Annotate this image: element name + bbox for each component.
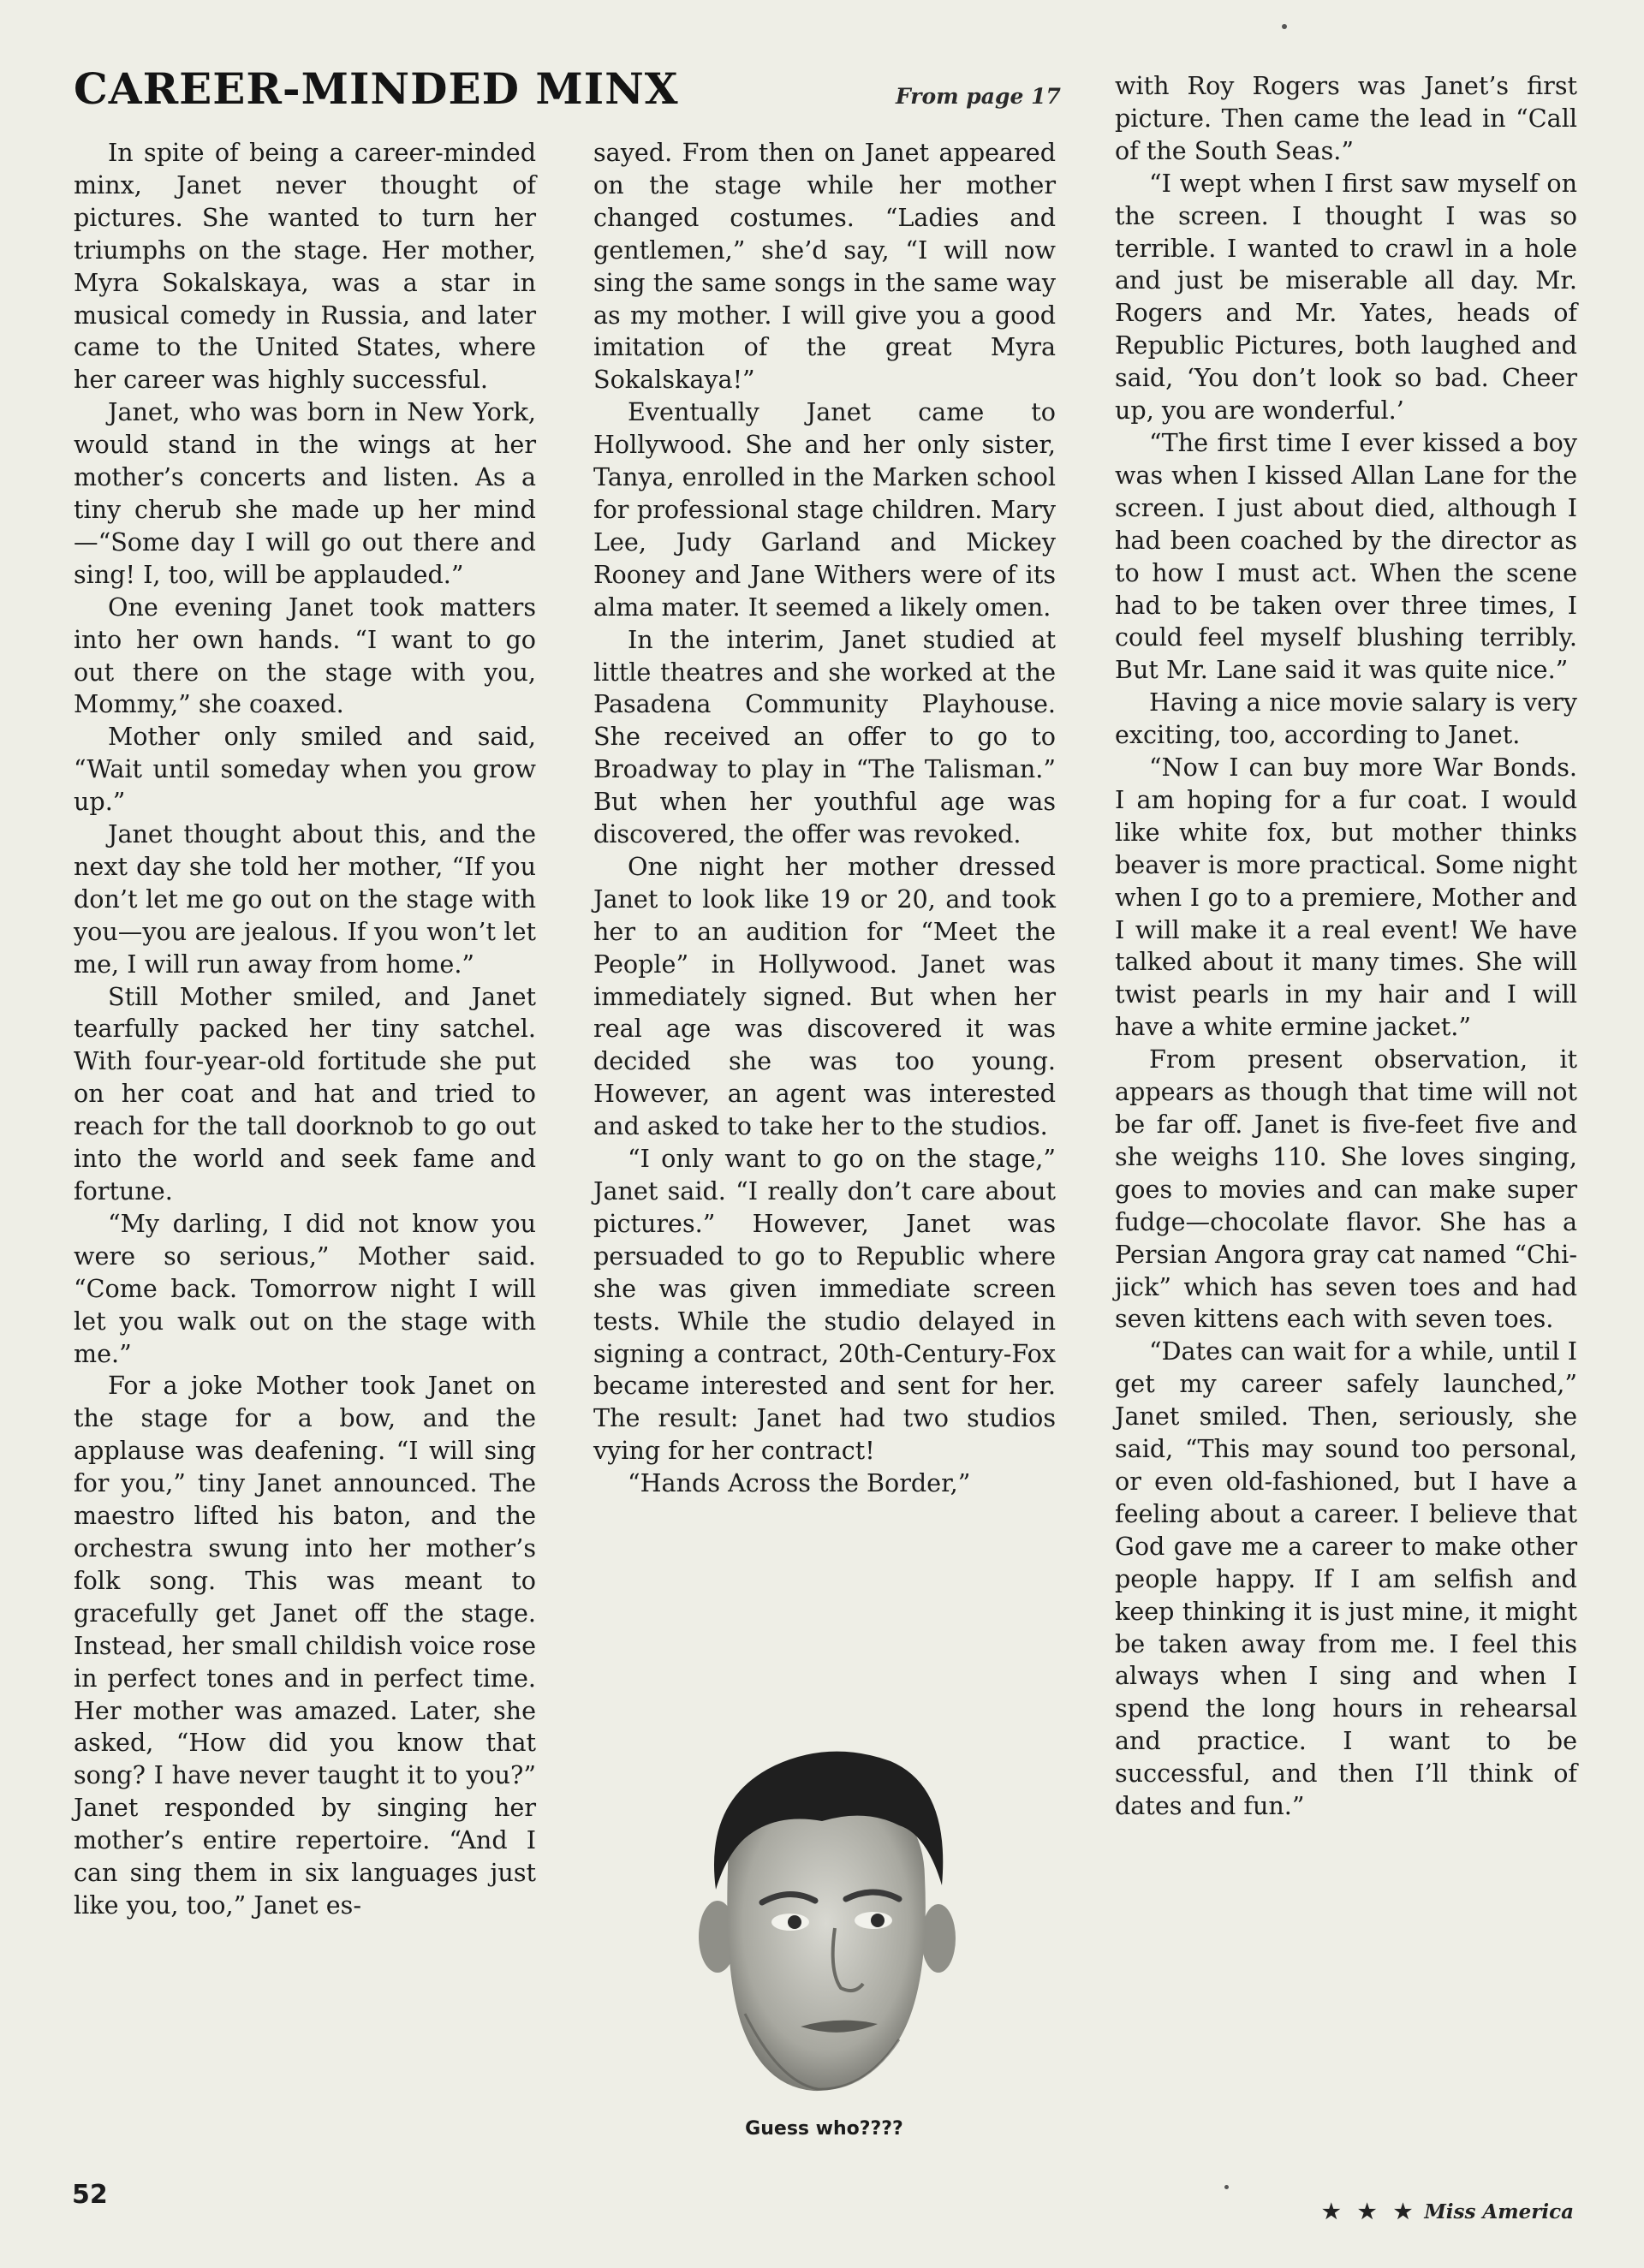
article-paragraph: with Roy Rogers was Janet’s first picture. Then came the lead in “Call of the South Seas.” [1115,71,1577,165]
magazine-footer [1322,2199,1574,2223]
star-icon-group: ★ ★ ★ [1322,2199,1418,2223]
print-speck [1282,24,1287,29]
article-paragraph: “Hands Across the Border,” [628,1468,971,1498]
right-ear [921,1904,956,1973]
article-paragraph: “The first time I ever kissed a boy was when I kissed Allan Lane for the screen. I just about died, although I had been coached by the director as to how I must act. When the scene had to be taken over three times, I could feel myself blushing terribly. But Mr. Lane said it was quite nice.” [1115,427,1577,685]
article-paragraph: “Dates can wait for a while, until I get my career safely launched,” Janet smiled. Then, seriously, she said, “This may sound too personal, or even old-fashioned, but I have a feeling about a career. I believe that God gave me a career to make other people happy. If I am selfish and keep thinking it is just mine, it might be taken away from me. I feel this always when I sing and when I spend the long hours in rehearsal and practice. I want to be successful, and then I’ll think of dates and fun.” [1115,1336,1577,1821]
portrait-photo [694,1740,959,2099]
article-paragraph: One night her mother dressed Janet to look like 19 or 20, and took her to an audition for “Meet the People” in Hollywood. Janet was immediately signed. But when her real age was discovered it was decided she was too young. However, an agent was interested and asked to take her to the studios. [593,851,1056,1141]
article-paragraph: “Now I can buy more War Bonds. I am hoping for a fur coat. I would like white fox, but mother thinks beaver is more practical. Some night when I go to a premiere, Mother and I will make it a real event! We have talked about it many times. She will twist pearls in my hair and I will have a white ermine jacket.” [1115,753,1577,1042]
article-paragraph: “My darling, I did not know you were so serious,” Mother said. “Come back. Tomorrow night I will let you walk out on the stage with me.” [74,1208,536,1368]
article-paragraph: “I wept when I first saw myself on the screen. I thought I was so terrible. I wanted to crawl in a hole and just be miserable all day. Mr. Rogers and Mr. Yates, heads of Republic Pictures, both laughed and said, ‘You don’t look so bad. Cheer up, you are wonderful.’ [1115,168,1577,426]
continued-from-label: From page 17 [896,84,1061,109]
article-paragraph: Mother only smiled and said, “Wait until someday when you grow up.” [74,722,536,817]
article-paragraph: One evening Janet took matters into her own hands. “I want to go out there on the stage with you, Mommy,” she coaxed. [74,592,536,719]
article-paragraph: Having a nice movie salary is very exciting, too, according to Janet. [1115,688,1577,750]
article-paragraph: Janet thought about this, and the next day she told her mother, “If you don’t let me go out on the stage with you—you are jealous. If you won’t let me, I will run away from home.” [74,819,536,979]
article-paragraph: sayed. From then on Janet appeared on the stage while her mother changed costumes. “Ladies and gentlemen,” she’d say, “I will now sing the same songs in the same way as my mother. I will give you a good imitation of the great Myra Sokalskaya!” [593,138,1056,395]
page-number: 52 [72,2180,108,2210]
article-paragraph: In the interim, Janet studied at little theatres and she worked at the Pasadena Community Playhouse. She received an offer to go to Broadway to play in “The Talisman.” But when her youthful age was discovered, the offer was revoked. [593,624,1056,849]
text-column-2 [593,137,1056,1500]
article-paragraph: Still Mother smiled, and Janet tearfully packed her tiny satchel. With four-year-old fortitude she put on her coat and hat and tried to reach for the tall doorknob to go out into the world and seek fame and fortune. [74,981,536,1205]
photo-caption: Guess who???? [745,2118,903,2140]
article-paragraph: For a joke Mother took Janet on the stage for a bow, and the applause was deafening. “I will sing for you,” tiny Janet announced. The maestro lifted his baton, and the orchestra swung into her mother’s folk song. This was meant to gracefully get Janet off the stage. Instead, her small childish voice rose in perfect tones and in perfect time. Her mother was amazed. Later, she asked, “How did you know that song? I have never taught it to you?” Janet responded by singing her mother’s entire repertoire. “And I can sing them in six languages just like you, too,” Janet es- [74,1371,537,1920]
article-paragraph: From present observation, it appears as though that time will not be far off. Janet is five-feet five and she weighs 110. She loves singing, goes to movies and can make super fudge—chocolate flavor. She has a Persian Angora gray cat named “Chi-jick” which has seven toes and had seven kittens each with seven toes. [1115,1045,1577,1334]
article-paragraph: In spite of being a career-minded minx, Janet never thought of pictures. She wanted to turn her triumphs on the stage. Her mother, Myra Sokalskaya, was a star in musical comedy in Russia, and later came to the United States, where her career was highly successful. [74,138,536,395]
print-speck [1224,2185,1229,2189]
article-paragraph: Eventually Janet came to Hollywood. She and her only sister, Tanya, enrolled in the Marken school for professional stage children. Mary Lee, Judy Garland and Mickey Rooney and Jane Withers were of its alma mater. It seemed a likely omen. [593,397,1056,622]
article-title: CAREER-MINDED MINX [74,63,679,114]
article-paragraph: Janet, who was born in New York, would stand in the wings at her mother’s concerts and listen. As a tiny cherub she made up her mind—“Some day I will go out there and sing! I, too, will be applauded.” [74,397,536,589]
text-column-3 [1115,70,1577,1823]
text-column-1 [74,137,536,1922]
magazine-name: Miss America [1424,2200,1574,2223]
article-paragraph: “I only want to go on the stage,” Janet said. “I really don’t care about pictures.” However, Janet was persuaded to go to Republic where she was given immediate screen tests. While the studio delayed in signing a contract, 20th-Century-Fox became interested and sent for her. The result: Janet had two studios vying for her contract! [593,1144,1056,1466]
